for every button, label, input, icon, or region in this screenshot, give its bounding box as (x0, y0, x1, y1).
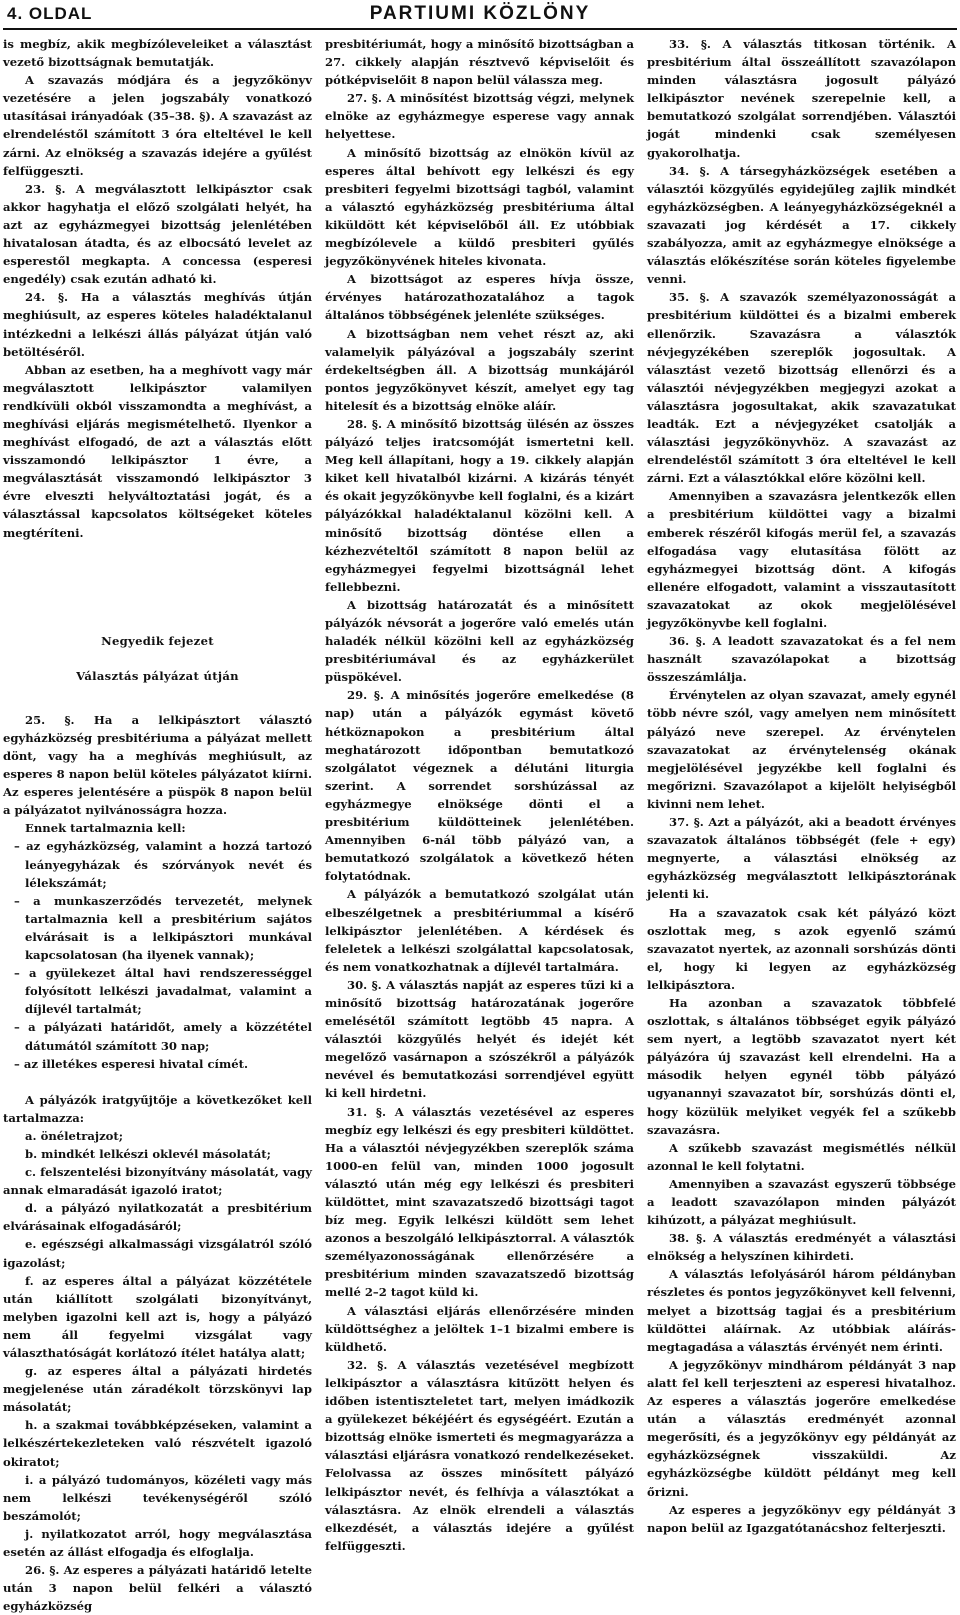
paragraph-article-33: 33. §. A választás titkosan történik. A presbitérium által összeállított szavazólapon minden választásra jogosult pályázó lelkipásztor nevének szerepelnie kell, a bemutatkozó szolgálat sorrendjében. Választói jogát mindenki csak személyesen gyakorolhatja. (647, 37, 956, 160)
paragraph: Amennyiben a szavazásra jelentkezők ellen a presbitérium küldöttei vagy a bizalmi emberek részéről kifogás merül fel, a szavazás elfogadása vagy elutasítása fölött az egyházmegyei bizottság dönt. A kifogás ellenére elfogadott, valamint a visszautasított szavazatokat az okok megjelölésével jegyzőkönyvbe kell foglalni. (647, 489, 956, 630)
paragraph: A minősítő bizottság az elnökön kívül az esperes által behívott egy lelkészi és egy presbiteri fegyelmi bizottsági tagból, valamint a választó egyházközség presbitériuma által kiküldött két képviselőből áll. Ez utóbbiak megbízólevele a küldő presbiteri gyűlés jegyzőkönyvének hiteles kivonata. (325, 145, 634, 269)
dash-list-item: – a pályázati határidőt, amely a közzététel dátumától számított 30 nap; (14, 1020, 312, 1053)
paragraph-article-35: 35. §. A szavazók személyazonosságát a presbitérium küldöttei és a bizalmi emberek ellenőrzik. Szavazásra a választók névjegyzékében szereplők jogosultak. A választást vezető bizottság ellenőrzi és a választói névjegyzékben megjegyzi azokat a választásra jogosultakat, akik szavazatukat leadták. Ezt a névjegyzéket csatolják a választási jegyzőkönyvhöz. A szavazást az elrendeléstől számított 3 óra elteltével le kell zárni. Ezt a választókkal előre közölni kell. (647, 290, 956, 486)
paragraph: A bizottságot az esperes hívja össze, érvényes határozathozatalához a tagok általános többségének jelenléte szükséges. (325, 272, 634, 323)
paragraph-article-28: 28. §. A minősítő bizottság ülésén az összes pályázó teljes iratcsomóját ismertetni kell. Meg kell állapítani, hogy a 19. cikkely alapján kiket kell hivatalból kizárni. A kizárás tényét és okait jegyzőkönyvbe kell foglalni, és a kizárt pályázókkal haladéktalanul közölni kell. A minősítő bizottság döntése ellen a kézhezvételtől számított 8 napon belül az egyházmegyei fegyelmi bizottságnál lehet fellebbezni. (325, 416, 634, 594)
paragraph: A pályázók a bemutatkozó szolgálat után elbeszélgetnek a presbitériummal a kísérő lelkipásztor jelenlétében. A kérdések és feleletek a lelkészi szolgálattal kapcsolatosak, és nem vonatkozhatnak a díjlevél tartalmára. (325, 887, 634, 974)
lettered-list-item: j. nyilatkozatot arról, hogy megválasztása esetén az állást elfogadja és elfoglalja. (3, 1526, 312, 1560)
dash-list-item: – a gyülekezet által havi rendszerességgel folyósított lelkészi javadalmat, valamint a díjlevél tartalmát; (14, 966, 312, 1017)
chapter-heading: Negyedik fejezet (101, 633, 214, 648)
paragraph-article-36: 36. §. A leadott szavazatokat és a fel nem használt szavazólapokat a bizottság összeszámlálja. (647, 634, 956, 685)
paragraph-article-32: 32. §. A választás vezetésével megbízott lelkipásztor a választásra kitűzött helyen és időben istentiszteletet tart, melyen imádkozik a gyülekezet békéjéért és egységéért. Ezután a bizottság elnöke ismerteti és megmagyarázza a választási eljárásra vonatkozó rendelkezéseket. Felolvassa az összes minősített pályázó lelkipásztor nevét, és felhívja a választókat a választásra. Az elnök elrendeli a választás elkezdését, a választás idejére a gyűlést felfüggeszti. (325, 1357, 634, 1553)
lettered-list-item: h. a szakmai továbbképzéseken, valamint a lelkészértekezleteken való részvételt igazoló okiratot; (3, 1418, 312, 1469)
paragraph: is megbíz, akik megbízóleveleiket a választást vezető bizottságnak bemutatják. (3, 37, 312, 70)
paragraph: A bizottságban nem vehet részt az, aki valamelyik pályázóval a jogszabály szerint érdekeltségben áll. A bizottság munkájáról pontos jegyzőkönyvet készít, amelyet egy tag hitelesít és a bizottság elnöke aláír. (325, 326, 634, 413)
paragraph: Ha azonban a szavazatok többfelé oszlottak, s általános többséget egyik pályázó sem nyert, a legtöbb szavazatot nyert két pályázóra új szavazást kell elrendelni. Ha a második helyen egynél több pályázó ugyanannyi szavazatot bír, sorshúzás dönti el, hogy közülük melyiket vegyék fel a szűkebb szavazásra. (647, 995, 956, 1137)
paragraph: A jegyzőkönyv mindhárom példányát 3 nap alatt fel kell terjeszteni az esperesi hivatalhoz. Az esperes a választás jogerőre emelkedése után a választás eredményét azonnal megerősíti, és a jegyzőkönyv egy példányát az egyházközségnek visszaküldi. Az egyházközségbe küldött példányt meg kell őrizni. (647, 1357, 956, 1499)
lettered-list-item: d. a pályázó nyilatkozatát a presbitérium elvárásainak elfogadásáról; (3, 1201, 312, 1234)
chapter-title: Választás pályázat útján (76, 668, 239, 683)
paragraph-article-25: 25. §. Ha a lelkipásztort választó egyházközség presbitériuma a pályázat mellett dönt, vagy ha a meghívás meghiúsult, az esperes 8 napon belül köteles pályázatot kiírni. Az esperes jelentésére a püspök 8 napon belül a pályázatot nyilvánosságra hozza. (3, 712, 312, 818)
paragraph-article-23: 23. §. A megválasztott lelkipásztor csak akkor hagyhatja el előző szolgálati helyét, ha azt az egyházmegyei bizottság jelenlétében hivatalosan átadta, és az elbocsátó levelet az esperestől megkapta. A concessa (esperesi engedély) csak ezután adható ki. (3, 181, 312, 287)
page-header (3, 0, 957, 30)
paragraph-article-31: 31. §. A választás vezetésével az esperes megbíz egy lelkészi és egy presbiteri küldöttet. Ha a választói névjegyzékben szereplők száma 1000-en felül van, minden 1000 jogosult választó után még egy lelkészi és presbiteri küldöttet, mint szavazatszedő bizottsági tagot bíz meg. Egyik lelkészi küldött sem lehet azonos a beszolgáló lelkipásztorral. A választók személyazonosságának ellenőrzésére a presbitérium minden szavazatszedő bizottság mellé 2–2 tagot küld ki. (325, 1104, 634, 1300)
paragraph: Abban az esetben, ha a meghívott vagy már megválasztott lelkipásztor valamilyen rendkívüli okból visszamondta a meghívást, a meghívási eljárás megismételhető. Ilyenkor a meghívást elfogadó, de azt a választás előtt visszamondó lelkipásztor 1 évre, a megválasztását visszamondó lelkipásztor 3 évre elveszti helyváltoztatási jogát, és a választással kapcsolatos költségeket köteles megtéríteni. (3, 362, 312, 540)
paragraph-article-24: 24. §. Ha a választás meghívás útján meghiúsult, az esperes köteles haladéktalanul intézkedni a lelkészi állás pályázat útján való betöltéséről. (3, 290, 312, 359)
lettered-list-item: c. felszentelési bizonyítvány másolatát, vagy annak elmaradását igazoló iratot; (3, 1165, 312, 1198)
paragraph: Érvénytelen az olyan szavazat, amely egynél több névre szól, vagy amelyen nem minősített pályázó neve szerepel. Az érvénytelen szavazatokat az érvénytelenség okának megjelölésével jegyzékbe kell foglalni és megőrizni. Szavazólapot a kijelölt helyiségből kivinni nem lehet. (647, 688, 956, 811)
paragraph: Ha a szavazatok csak két pályázó közt oszlottak meg, s azok egyenlő számú szavazatot nyertek, az azonnali sorshúzás dönti el, hogy ki legyen az egyházközség lelkipásztora. (647, 905, 956, 992)
paragraph: A pályázók iratgyűjtője a következőket kell tartalmazza: (3, 1092, 312, 1125)
lettered-list-item: g. az esperes által a pályázati hirdetés megjelenése után záradékolt törzskönyvi lap másolatát; (3, 1364, 312, 1415)
paragraph-article-34: 34. §. A társegyházközségek esetében a választói közgyűlés egyidejűleg zajlik mindkét egyházközségben. A leányegyházközségeknél a szavazati jog kérdését a 17. cikkely szabályozza, amit az egyházmegye elnöksége a választás előkészítése során köteles figyelembe venni. (647, 163, 956, 287)
lettered-list-item: i. a pályázó tudományos, közéleti vagy más nem lelkészi tevékenységéről szóló beszámolót; (3, 1472, 312, 1523)
paragraph-article-38: 38. §. A választás eredményét a választási elnökség a helyszínen kihirdeti. (647, 1231, 956, 1264)
column-1 (3, 35, 312, 1615)
dash-list-item: – az egyházközség, valamint a hozzá tartozó leányegyházak és szórványok nevét és lélekszámát; (14, 839, 312, 890)
paragraph-article-29: 29. §. A minősítés jogerőre emelkedése (8 nap) után a pályázók egymást követő hétköznapokon a presbitérium által meghatározott időpontban bemutatkozó szolgálatot végeznek a délutáni liturgia szerint. A sorrendet sorshúzással az egyházmegye elnöksége dönti el a presbitérium küldötteinek jelenlétében. Amennyiben 6-nál több pályázó van, a bemutatkozó szolgálatok a következő héten folytatódnak. (325, 688, 634, 884)
lettered-list-item: e. egészségi alkalmassági vizsgálatról szóló igazolást; (3, 1237, 312, 1270)
lettered-list-item: f. az esperes által a pályázat közzététele után kiállított szolgálati bizonyítványt, melyben igazolni kell azt is, hogy a pályázó nem áll fegyelmi vizsgálat vagy választhatóságát korlátozó ítélet hatálya alatt; (3, 1273, 312, 1360)
paragraph: Ennek tartalmaznia kell: (25, 821, 186, 836)
dash-list-item: – a munkaszerződés tervezetét, melynek tartalmaznia kell a presbitérium sajátos elvárásait is a lelkipásztori munkával kapcsolatosan (ha ilyenek vannak); (14, 893, 312, 963)
dash-list-item: – az illetékes esperesi hivatal címét. (14, 1056, 248, 1071)
paragraph-article-37: 37. §. Azt a pályázót, aki a beadott érvényes szavazatok általános többségét (fele + egy) megnyerte, a választási elnökség az egyházközség megválasztott lelkipásztorának jelenti ki. (647, 815, 956, 902)
journal-title: PARTIUMI KÖZLÖNY (369, 3, 591, 24)
page-number-label: 4. OLDAL (7, 4, 93, 23)
lettered-list-item: b. mindkét lelkészi oklevél másolatát; (25, 1146, 271, 1161)
column-3 (647, 35, 956, 1615)
text-columns (3, 35, 957, 1615)
paragraph-article-26: 26. §. Az esperes a pályázati határidő letelte után 3 napon belül felkéri a választó egyházközség (3, 1563, 312, 1614)
paragraph: A szűkebb szavazást megismétlés nélkül azonnal le kell folytatni. (647, 1140, 956, 1173)
column-2 (325, 35, 634, 1615)
paragraph: A szavazás módjára és a jegyzőkönyv vezetésére a jelen jogszabály vonatkozó utasításai irányadóak (35–38. §). A szavazást az elrendeléstől számított 3 óra elteltével le kell zárni. Az elnökség a szavazás idejére a gyűlést felfüggeszti. (3, 73, 312, 178)
paragraph: A választás lefolyásáról három példányban részletes és pontos jegyzőkönyvet kell felvenni, melyet a bizottság tagjai és a presbitérium küldöttei aláírnak. Az utóbbiak aláírás-megtagadása a választás érvényét nem érinti. (647, 1267, 956, 1354)
paragraph: A választási eljárás ellenőrzésére minden küldöttséghez a jelöltek 1–1 bizalmi embere is küldhető. (325, 1303, 634, 1354)
paragraph: A bizottság határozatát és a minősített pályázók névsorát a jogerőre való emelés után haladék nélkül közölni kell az egyházközség presbitériumával és az egyházkerület püspökével. (325, 597, 634, 685)
paragraph-article-27: 27. §. A minősítést bizottság végzi, melynek elnöke az egyházmegye esperese vagy annak helyettese. (325, 91, 634, 142)
paragraph: Az esperes a jegyzőkönyv egy példányát 3 napon belül az Igazgatótanácshoz felterjeszti. (647, 1502, 956, 1535)
paragraph-article-30: 30. §. A választás napját az esperes tűzi ki a minősítő bizottság határozatának jogerőre emelésétől számított legtöbb 45 napra. A választói közgyűlés helyét és idejét két megelőző vasárnapon a szószékről a pályázók nevével és bemutatkozási sorrendjével együtt ki kell hirdetni. (325, 977, 634, 1101)
paragraph: presbitériumát, hogy a minősítő bizottságban a 27. cikkely alapján résztvevő képviselőit és pótképviselőit 8 napon belül válassza meg. (325, 37, 634, 88)
paragraph: Amennyiben a szavazást egyszerű többsége a leadott szavazólapon minden pályázót kihúzott, a pályázat meghiúsult. (647, 1176, 956, 1228)
lettered-list-item: a. önéletrajzot; (25, 1128, 124, 1143)
